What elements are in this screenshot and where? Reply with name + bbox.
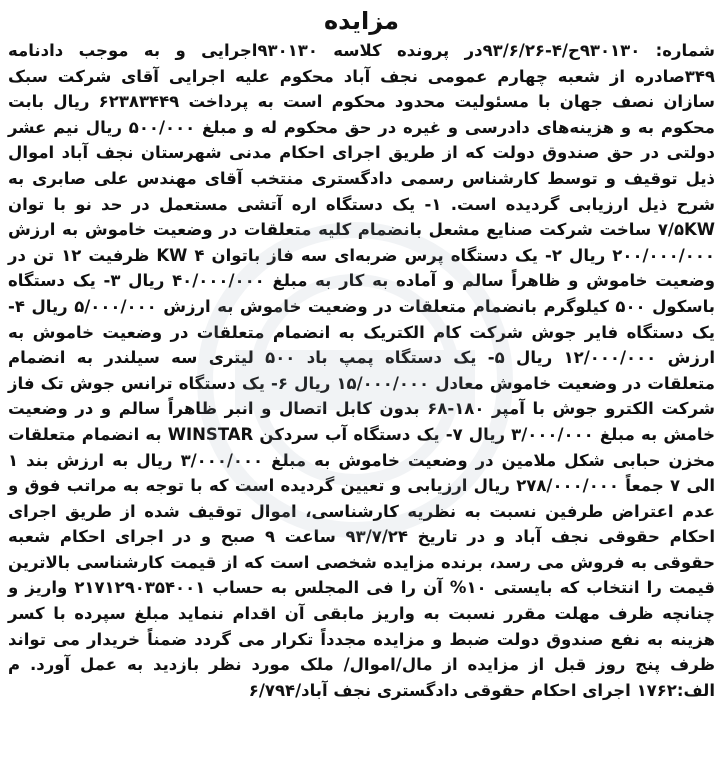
notice-body: شماره: ۹۳۰۱۳۰ح/۴-۹۳/۶/۲۶در پرونده کلاسه ۹۳۰۱۳۰اجرایی و به موجب دادنامه ۳۴۹صادره از شعبه چهارم عمومی نجف آباد محکوم علیه اجرایی آقای شرکت سبک سازان نصف جهان با مسئولیت محدود محکوم است به پرداخت ۶۲۳۸۳۴۴۹ ریال بابت محکوم به و هزینه‌های دادرسی و غیره در حق محکوم له و مبلغ ۵۰۰/۰۰۰ ریال نیم عشر دولتی در حق صندوق دولت که از طریق اجرای احکام مدنی شهرستان نجف آباد اموال ذیل توقیف و توسط کارشناس رسمی دادگستری منتخب آقای مهندس علی صابری به شرح ذیل ارزیابی گردیده است. ۱- یک دستگاه اره آتشی مستعمل در حد نو با توان ۷/۵KW ساخت شرکت صنایع مشعل بانضمام کلیه متعلقات در وضعیت خاموش به ارزش ۲۰۰/۰۰۰/۰۰۰ ریال ۲- یک دستگاه پرس ضربه‌ای سه فاز باتوان KW ۴ ظرفیت ۱۲ تن در وضعیت خاموش و ظاهراً سالم و آماده به کار به مبلغ ۴۰/۰۰۰/۰۰۰ ریال ۳- یک دستگاه باسکول ۵۰۰ کیلوگرم بانضمام متعلقات در وضعیت خاموش به ارزش ۵/۰۰۰/۰۰۰ ریال ۴- یک دستگاه فایر جوش شرکت کام الکتریک به انضمام متعلقات در وضعیت خاموش به ارزش ۱۲/۰۰۰/۰۰۰ ریال ۵- یک دستگاه پمپ باد ۵۰۰ لیتری سه سیلندر به انضمام متعلقات در وضعیت خاموش معادل ۱۵/۰۰۰/۰۰۰ ریال ۶- یک دستگاه ترانس جوش تک فاز شرکت الکترو جوش با آمپر ۱۸۰-۶۸ بدون کابل اتصال و انبر ظاهراً سالم و در وضعیت خامش به مبلغ ۳/۰۰۰/۰۰۰ ریال ۷- یک دستگاه آب سردکن WINSTAR به انضمام متعلقات مخزن حبابی شکل ملامین در وضعیت خاموش به مبلغ ۳/۰۰۰/۰۰۰ ریال به ارزش بند ۱ الی ۷ جمعاً ۲۷۸/۰۰۰/۰۰۰ ریال ارزیابی و تعیین گردیده است که با توجه به مراتب فوق و عدم اعتراض طرفین نسبت به نظریه کارشناسی، اموال توقیف شده از طریق اجرای احکام حقوقی نجف آباد و در تاریخ ۹۳/۷/۲۴ ساعت ۹ صبح و در اجرای احکام شعبه حقوقی به فروش می رسد، برنده مزایده شخصی است که از قیمت کارشناسی بالاترین قیمت را انتخاب که بایستی ۱۰% آن را فی المجلس به حساب ۲۱۷۱۲۹۰۳۵۴۰۰۱ واریز و چنانچه ظرف مهلت مقرر نسبت به واریز مابقی آن اقدام ننماید مبلغ سپرده با کسر هزینه به نفع صندوق دولت ضبط و مزایده مجدداً تکرار می گردد ضمناً خریدار می تواند ظرف پنج روز قبل از مزایده از مال/اموال/ ملک مورد نظر بازدید به عمل آورد. م الف:۱۷۶۲ اجرای احکام حقوقی دادگستری نجف آباد/۶/۷۹۴: [8, 41, 716, 700]
notice-title: مزایده: [323, 7, 400, 35]
